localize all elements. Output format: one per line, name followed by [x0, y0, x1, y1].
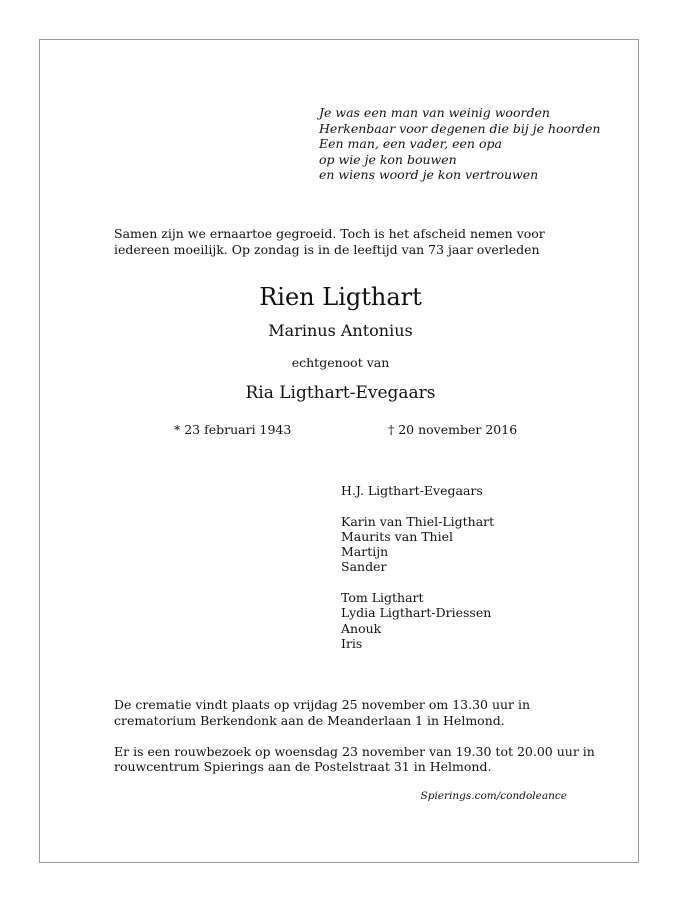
- family-member: Anouk: [341, 620, 382, 636]
- poem-line: Je was een man van weinig woorden: [319, 105, 550, 120]
- birth-date: * 23 februari 1943: [174, 422, 292, 437]
- family-member: Martijn: [341, 544, 389, 560]
- family-member: H.J. Ligthart-Evegaars: [341, 483, 483, 498]
- service-line: Er is een rouwbezoek op woensdag 23 november van 19.30 tot 20.00 uur in: [114, 743, 595, 759]
- service-line: De crematie vindt plaats op vrijdag 25 november om 13.30 uur in: [114, 697, 531, 712]
- visitation-paragraph: [114, 744, 595, 775]
- family-member: Tom Ligthart: [341, 590, 424, 606]
- service-line: rouwcentrum Spierings aan de Postelstraat 31 in Helmond.: [114, 759, 492, 774]
- family-member: Sander: [341, 559, 387, 575]
- given-names: Marinus Antonius: [268, 321, 413, 340]
- spouse-name: Ria Ligthart-Evegaars: [245, 383, 436, 403]
- service-info: [114, 697, 595, 790]
- family-member: Karin van Thiel-Ligthart: [341, 513, 495, 529]
- poem-line: en wiens woord je kon vertrouwen: [319, 167, 539, 183]
- poem-line: op wie je kon bouwen: [319, 151, 457, 167]
- family-group: [341, 483, 494, 498]
- death-date: † 20 november 2016: [388, 422, 518, 437]
- family-group: [341, 590, 494, 651]
- poem-line: Een man, een vader, een opa: [319, 136, 502, 152]
- deceased-name: Rien Ligthart: [259, 283, 422, 311]
- intro-text: [114, 226, 545, 257]
- cremation-paragraph: [114, 697, 595, 728]
- intro-line: iedereen moeilijk. Op zondag is in de leeftijd van 73 jaar overleden: [114, 241, 540, 257]
- family-group: [341, 514, 494, 575]
- intro-line: Samen zijn we ernaartoe gegroeid. Toch is het afscheid nemen voor: [114, 226, 545, 241]
- spouse-label: echtgenoot van: [291, 355, 390, 370]
- family-member: Lydia Ligthart-Driessen: [341, 605, 492, 621]
- family-member: Iris: [341, 635, 363, 651]
- poem: [319, 105, 600, 183]
- poem-line: Herkenbaar voor degenen die bij je hoorden: [319, 120, 601, 136]
- family-member: Maurits van Thiel: [341, 528, 454, 544]
- service-line: crematorium Berkendonk aan de Meanderlaan 1 in Helmond.: [114, 712, 505, 728]
- family-list: [341, 483, 494, 651]
- condolence-link[interactable]: Spierings.com/condoleance: [420, 790, 567, 802]
